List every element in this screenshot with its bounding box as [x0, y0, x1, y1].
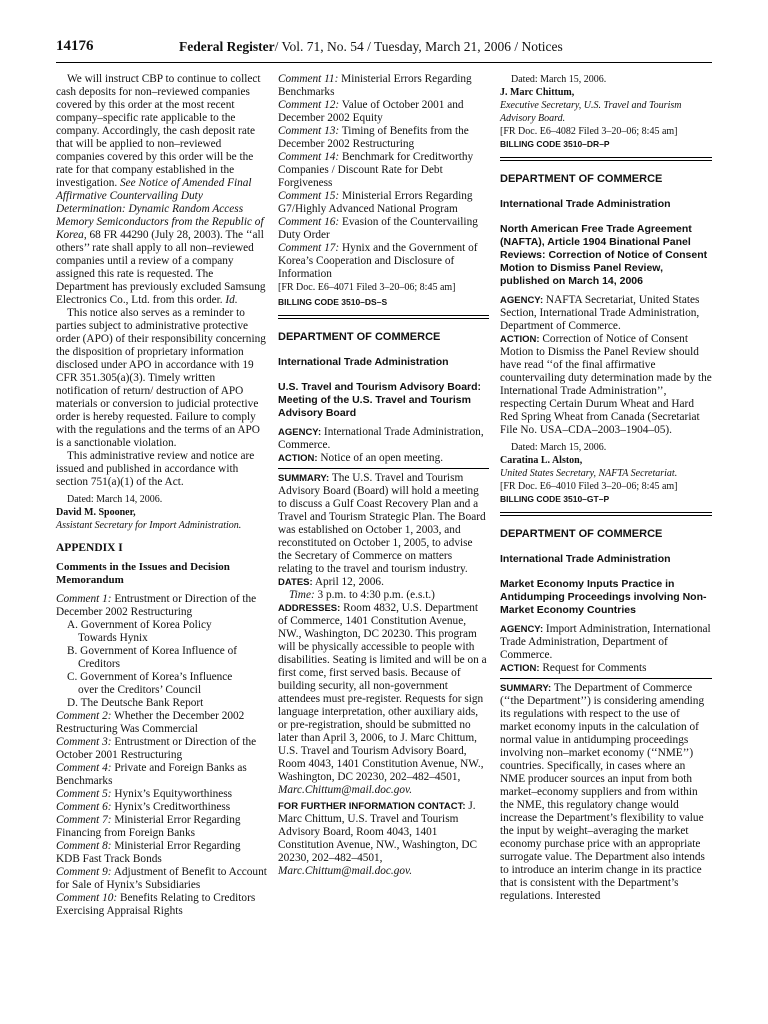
- comment-item: [56, 710, 267, 736]
- dates-text: April 12, 2006.: [312, 576, 384, 588]
- paragraph: This administrative review and notice are issued and published in accordance with section 751(a)(1) of the Act.: [56, 450, 255, 488]
- billing-code: BILLING CODE 3510–DS–S: [278, 297, 388, 307]
- summary-text: The U.S. Travel and Tourism Advisory Board (Board) will hold a meeting to discuss a Gulf Coast Recovery Plan and a Travel and Tourism Strategic Plan. The Board was established on October 1, 2003, and reconstituted on October 1, 2005, to advise the Secretary of Commerce on matters relating to the travel and tourism industry.: [278, 472, 486, 575]
- comment-label: Comment 13:: [278, 125, 340, 137]
- running-header: [179, 39, 563, 55]
- notice-title: U.S. Travel and Tourism Advisory Board: Meeting of the U.S. Travel and Tourism Advisory Board: [278, 381, 482, 419]
- comment-label: Comment 8:: [56, 840, 112, 852]
- time-line: [278, 589, 489, 602]
- agency-text: NAFTA Secretariat, United States Section, International Trade Administration, Department of Commerce.: [500, 294, 700, 332]
- page-number: 14176: [56, 38, 94, 54]
- journal-name: Federal Register: [179, 39, 275, 54]
- page-header: [56, 38, 712, 60]
- comment-label: Comment 12:: [278, 99, 340, 111]
- comment-text: Entrustment or Direction of the October 2001 Restructuring: [56, 736, 257, 761]
- comment-item: [56, 736, 267, 762]
- comment-label: Comment 5:: [56, 788, 112, 800]
- comment-text: Value of October 2001 and December 2002 Equity: [278, 99, 464, 124]
- comment-item: [56, 801, 267, 814]
- comment-label: Comment 2:: [56, 710, 112, 722]
- comments-list-1: [56, 593, 267, 918]
- comment-label: Comment 9:: [56, 866, 112, 878]
- comment-text: Benchmark for Creditworthy Companies / Discount Rate for Debt Forgiveness: [278, 151, 474, 189]
- comment-text: Evasion of the Countervailing Duty Order: [278, 216, 478, 241]
- summary-paragraph: [500, 682, 712, 903]
- citation-id: Id.: [225, 294, 238, 306]
- agency-text: International Trade Administration, Commerce.: [278, 426, 484, 451]
- comment-label: Comment 16:: [278, 216, 340, 228]
- comment-item: [56, 788, 267, 801]
- comment-item: [278, 190, 489, 216]
- dated-line: Dated: March 15, 2006.: [511, 442, 607, 453]
- billing-code: BILLING CODE 3510–GT–P: [500, 494, 610, 504]
- action-text: Correction of Notice of Consent Motion to Dismiss the Panel Review should have read ‘‘of the final affirmative countervailing duty determination made by the International Trade Administration’’, respecting Certain Durum Wheat and Hard Red Spring Wheat from Canada (Secretariat File No. USA–CDA–2003–1904–05).: [500, 333, 712, 436]
- comment-text: Hynix’s Creditworthiness: [111, 801, 231, 813]
- dated-line: Dated: March 15, 2006.: [511, 74, 607, 85]
- paragraph-text: , 68 FR 44290 (July 28, 2003). The ‘‘all others’’ rate shall apply to all non–reviewed companies until a review of a company assigned this rate is requested. The Department has previously excluded Samsung Electronics Co., Ltd. from this order.: [56, 229, 266, 306]
- email-link[interactable]: Marc.Chittum@mail.doc.gov.: [278, 784, 413, 796]
- signer-title: Assistant Secretary for Import Administration.: [56, 520, 242, 531]
- agency-heading: International Trade Administration: [500, 198, 671, 210]
- agency-heading: International Trade Administration: [500, 553, 671, 565]
- department-heading: DEPARTMENT OF COMMERCE: [500, 528, 663, 540]
- comment-text: Ministerial Errors Regarding Benchmarks: [278, 73, 472, 98]
- comment-text: Ministerial Errors Regarding G7/Highly Advanced National Program: [278, 190, 473, 215]
- comment-item: [278, 99, 489, 125]
- section-rule: [278, 318, 489, 319]
- section-rule: [500, 678, 712, 679]
- paragraph: This notice also serves as a reminder to parties subject to administrative protective order (APO) of their responsibility concerning the disposition of proprietary information disclosed under APO in accordance with 19 CFR 351.305(a)(3). Timely written notification of return/ destruction of APO materials or conversion to judicial protective order is hereby requested. Failure to comply with the regulations and the terms of an APO is a sanctionable violation.: [56, 307, 266, 449]
- issue-info: / Vol. 71, No. 54 / Tuesday, March 21, 2006 / Notices: [274, 39, 563, 54]
- addresses-label: ADDRESSES:: [278, 603, 341, 614]
- department-heading: DEPARTMENT OF COMMERCE: [500, 173, 663, 185]
- agency-heading: International Trade Administration: [278, 356, 449, 368]
- action-label: ACTION:: [278, 453, 318, 464]
- dates-line: [278, 576, 489, 589]
- comment-item: [56, 593, 267, 619]
- comment-label: Comment 1:: [56, 593, 112, 605]
- comment-item: [56, 814, 267, 840]
- action-text: Request for Comments: [539, 662, 647, 674]
- signer-title: United States Secretary, NAFTA Secretariat.: [500, 468, 678, 479]
- dated-line: Dated: March 14, 2006.: [67, 494, 163, 505]
- comment-item: [278, 242, 489, 281]
- comment-subitem: Creditors: [78, 658, 121, 670]
- comment-text: Ministerial Error Regarding Financing from Foreign Banks: [56, 814, 241, 839]
- comment-item: [56, 892, 267, 918]
- comment-text: Ministerial Error Regarding KDB Fast Track Bonds: [56, 840, 241, 865]
- signer-name: J. Marc Chittum,: [500, 87, 575, 98]
- comment-item: [56, 866, 267, 892]
- column-3: [500, 73, 712, 903]
- agency-label: AGENCY:: [500, 295, 544, 306]
- summary-paragraph: [278, 472, 489, 576]
- comment-item: [278, 125, 489, 151]
- comment-label: Comment 11:: [278, 73, 339, 85]
- time-label: Time:: [289, 589, 315, 601]
- fr-doc-line: [FR Doc. E6–4082 Filed 3–20–06; 8:45 am]: [500, 126, 678, 137]
- contact-paragraph: [278, 800, 489, 865]
- action-text: Notice of an open meeting.: [317, 452, 444, 464]
- addresses-text: Room 4832, U.S. Department of Commerce, 1401 Constitution Avenue, NW., Washington, DC 20230. This program will be physically accessible to people with disabilities. Seating is limited and will be on a first come, first served basis. Because of building security, all non-government attendees must pre-register. Requests for sign language interpretation, other auxiliary aids, or pre-registration, should be submitted no later than April 3, 2006, to J. Marc Chittum, U.S. Travel and Tourism Advisory Board, Room 4043, 1401 Constitution Avenue, NW., Washington, DC 20230, 202–482–4501,: [278, 602, 487, 783]
- paragraph: [56, 73, 267, 307]
- column-1: [56, 73, 267, 918]
- appendix-subheading: Comments in the Issues and Decision Memorandum: [56, 561, 230, 586]
- addresses-paragraph: [278, 602, 489, 784]
- comment-subitem: D. The Deutsche Bank Report: [67, 697, 204, 709]
- comment-text: Timing of Benefits from the December 2002 Restructuring: [278, 125, 469, 150]
- contact-text: J. Marc Chittum, U.S. Travel and Tourism Advisory Board, Room 4043, 1401 Constitution Avenue, NW., Washington, DC 20230, 202–482–4501,: [278, 800, 478, 864]
- comment-label: Comment 3:: [56, 736, 112, 748]
- section-rule: [278, 468, 489, 469]
- comment-label: Comment 6:: [56, 801, 112, 813]
- action-line: [500, 662, 712, 675]
- comment-label: Comment 14:: [278, 151, 340, 163]
- comment-text: Private and Foreign Banks as Benchmarks: [56, 762, 247, 787]
- signer-name: David M. Spooner,: [56, 507, 136, 518]
- appendix-heading: APPENDIX I: [56, 542, 123, 554]
- comment-text: Entrustment or Direction of the December 2002 Restructuring: [56, 593, 257, 618]
- citation: See Notice of Amended Final Affirmative Countervailing Duty Determination: Dynamic Random Access Memory Semiconductors from the Republic of Korea: [56, 177, 264, 241]
- department-heading: DEPARTMENT OF COMMERCE: [278, 331, 441, 343]
- agency-line: [500, 294, 712, 333]
- summary-text: The Department of Commerce (‘‘the Department’’) is considering amending its regulations with respect to the use of market economy inputs in the calculation of normal value in antidumping proceedings involving non–market economy (‘‘NME’’) countries. Specifically, in cases where an NME producer sources an input from both market–economy suppliers and from within the NME, this regulatory change would increase the Department’s flexibility to value the input by weight–averaging the market economy purchase price with an appropriate surrogate value. The Department also intends to introduce an interim change in its practice that is consistent with the Department’s regulations. Interested: [500, 682, 705, 902]
- comment-label: Comment 7:: [56, 814, 112, 826]
- comment-text: Hynix and the Government of Korea’s Cooperation and Disclosure of Information: [278, 242, 478, 280]
- comment-subitem: A. Government of Korea Policy: [67, 619, 212, 631]
- action-line: [278, 452, 489, 465]
- billing-code: BILLING CODE 3510–DR–P: [500, 139, 610, 149]
- notice-title: Market Economy Inputs Practice in Antidumping Proceedings involving Non-Market Economy Countries: [500, 578, 707, 616]
- comment-subitem: C. Government of Korea’s Influence: [67, 671, 233, 683]
- summary-label: SUMMARY:: [278, 473, 330, 484]
- paragraph-text: We will instruct CBP to continue to collect cash deposits for non–reviewed companies covered by this order at the most recent company–specific rate applicable to the company. Accordingly, the cash deposit rate that will be applied to non–reviewed companies covered by this order will be the rate for that company established in the investigation.: [56, 73, 261, 189]
- comment-text: Hynix’s Equityworthiness: [111, 788, 233, 800]
- comment-item: [278, 151, 489, 190]
- email-link[interactable]: Marc.Chittum@mail.doc.gov.: [278, 865, 413, 877]
- dates-label: DATES:: [278, 577, 313, 588]
- comment-text: Adjustment of Benefit to Account for Sale of Hynix’s Subsidiaries: [56, 866, 267, 891]
- comment-label: Comment 4:: [56, 762, 112, 774]
- fr-doc-line: [FR Doc. E6–4071 Filed 3–20–06; 8:45 am]: [278, 282, 456, 293]
- comment-label: Comment 15:: [278, 190, 340, 202]
- agency-line: [278, 426, 489, 452]
- notice-title: North American Free Trade Agreement (NAFTA), Article 1904 Binational Panel Reviews: Correction of Notice of Consent Motion to Dismiss Panel Review, published on March 14, 2006: [500, 223, 708, 287]
- signer-title: Executive Secretary, U.S. Travel and Tourism Advisory Board.: [500, 100, 682, 124]
- comment-subitem: Towards Hynix: [78, 632, 148, 644]
- comment-subitem: over the Creditors’ Council: [78, 684, 202, 696]
- summary-label: SUMMARY:: [500, 683, 552, 694]
- signer-name: Caratina L. Alston,: [500, 455, 583, 466]
- comment-item: [278, 73, 489, 99]
- comment-item: [278, 216, 489, 242]
- contact-label: FOR FURTHER INFORMATION CONTACT:: [278, 801, 466, 812]
- action-label: ACTION:: [500, 663, 540, 674]
- header-rule: [56, 62, 712, 63]
- column-2: [278, 73, 489, 878]
- section-rule: [500, 515, 712, 516]
- agency-label: AGENCY:: [500, 624, 544, 635]
- section-rule: [500, 160, 712, 161]
- comment-item: [56, 762, 267, 788]
- agency-line: [500, 623, 712, 662]
- fr-doc-line: [FR Doc. E6–4010 Filed 3–20–06; 8:45 am]: [500, 481, 678, 492]
- agency-label: AGENCY:: [278, 427, 322, 438]
- comment-text: Whether the December 2002 Restructuring Was Commercial: [56, 710, 245, 735]
- comments-list-2: [278, 73, 489, 281]
- comment-text: Benefits Relating to Creditors Exercising Appraisal Rights: [56, 892, 256, 917]
- comment-label: Comment 17:: [278, 242, 340, 254]
- action-line: [500, 333, 712, 437]
- comment-label: Comment 10:: [56, 892, 118, 904]
- comment-item: [56, 840, 267, 866]
- time-text: 3 p.m. to 4:30 p.m. (e.s.t.): [314, 589, 435, 601]
- action-label: ACTION:: [500, 334, 540, 345]
- comment-subitem: B. Government of Korea Influence of: [67, 645, 238, 657]
- agency-text: Import Administration, International Trade Administration, Department of Commerce.: [500, 623, 711, 661]
